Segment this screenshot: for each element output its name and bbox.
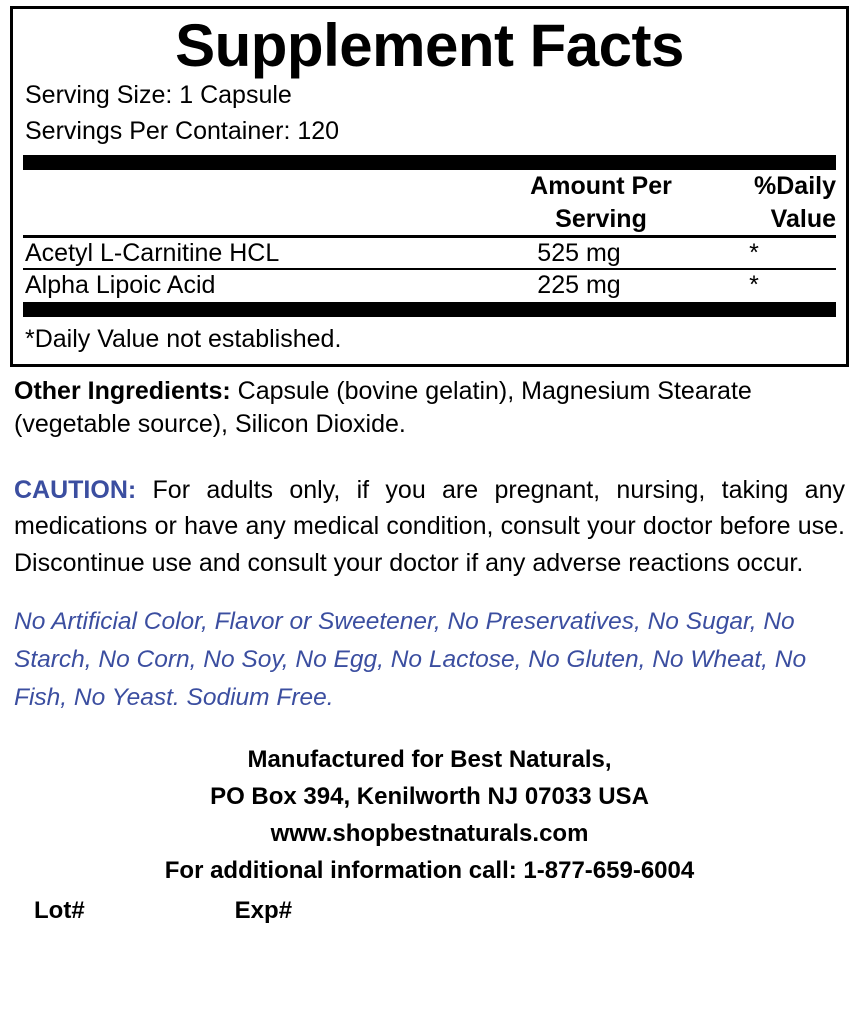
exp-label: Exp# xyxy=(234,896,293,924)
manufacturer-phone: For additional information call: 1-877-659-6004 xyxy=(164,857,695,885)
nutrient-rows-table-2 xyxy=(23,270,836,300)
caution-label: CAUTION: xyxy=(14,476,137,505)
servings-per-container-text: Servings Per Container: 120 xyxy=(25,116,340,145)
supplement-facts-panel xyxy=(10,6,849,367)
manufacturer-address: PO Box 394, Kenilworth NJ 07033 USA xyxy=(210,783,649,811)
nutrient-amount: 525 mg xyxy=(537,239,621,268)
other-ingredients-text: Capsule (bovine gelatin), Magnesium Stearate (vegetable source), Silicon Dioxide. xyxy=(14,376,752,439)
table-row xyxy=(23,270,836,300)
nutrient-name: Alpha Lipoic Acid xyxy=(25,271,216,300)
table-row xyxy=(23,238,836,268)
header-amount-per-serving xyxy=(486,170,716,235)
header-dv-line1: %Daily xyxy=(754,172,836,201)
daily-value-footnote: *Daily Value not established. xyxy=(25,325,342,354)
nutrient-amount: 225 mg xyxy=(537,271,621,300)
lot-exp-row xyxy=(10,892,849,929)
panel-rule-thick-top xyxy=(23,155,836,170)
manufacturer-block xyxy=(10,741,849,929)
header-dv-line2: Value xyxy=(770,204,836,233)
table-header-row xyxy=(23,170,836,235)
nutrient-daily-value: * xyxy=(749,271,759,300)
header-daily-value xyxy=(716,170,836,235)
other-ingredients-paragraph xyxy=(14,375,847,443)
free-from-claims: No Artificial Color, Flavor or Sweetener, No Preservatives, No Sugar, No Starch, No Corn, No Soy, No Egg, No Lactose, No Gluten, No Wheat, No Fish, No Yeast. Sodium Free. xyxy=(14,607,807,711)
manufacturer-name: Manufactured for Best Naturals, xyxy=(247,745,612,773)
panel-rule-thick-bottom xyxy=(23,302,836,317)
caution-paragraph xyxy=(14,472,845,581)
manufacturer-website: www.shopbestnaturals.com xyxy=(270,820,589,848)
nutrient-daily-value: * xyxy=(749,239,759,268)
lot-label: Lot# xyxy=(34,896,85,924)
nutrient-name: Acetyl L-Carnitine HCL xyxy=(25,239,280,268)
nutrition-table xyxy=(23,170,836,235)
serving-size-text: Serving Size: 1 Capsule xyxy=(25,81,292,110)
header-amount-line1: Amount Per xyxy=(530,172,672,201)
panel-title: Supplement Facts xyxy=(175,12,684,79)
other-ingredients-label: Other Ingredients: xyxy=(14,376,231,405)
header-amount-line2: Serving xyxy=(555,204,647,233)
caution-text: For adults only, if you are pregnant, nursing, taking any medications or have any medical condition, consult your doctor before use. Discontinue use and consult your doctor if any adverse reactions occur. xyxy=(14,476,845,577)
nutrient-rows-table xyxy=(23,238,836,268)
header-nutrient xyxy=(23,170,486,235)
